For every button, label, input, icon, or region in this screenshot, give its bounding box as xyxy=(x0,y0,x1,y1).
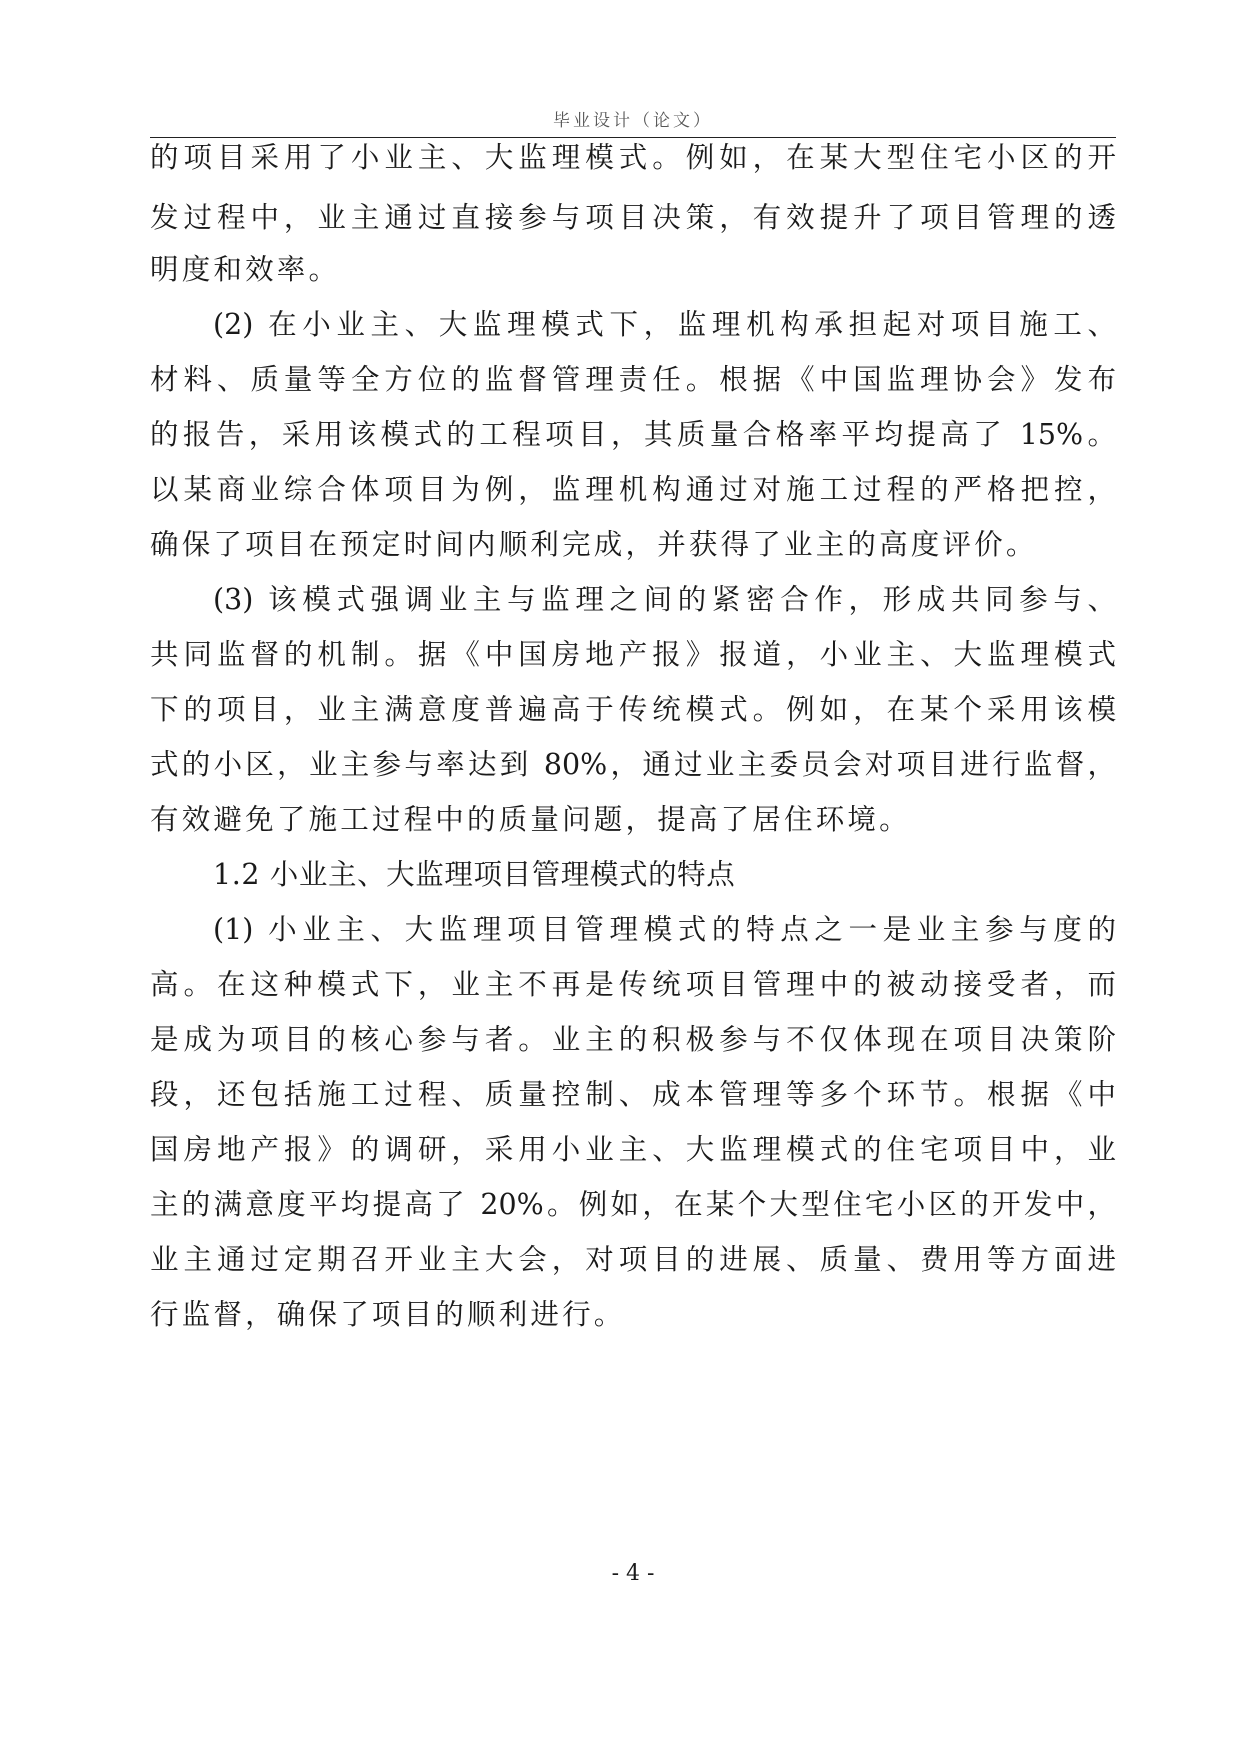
text-line: 的项目采用了小业主、大监理模式。例如，在某大型住宅小区的开 xyxy=(150,141,1116,174)
text-line: 式的小区，业主参与率达到 80%，通过业主委员会对项目进行监督， xyxy=(150,748,1116,781)
text-line: 高。在这种模式下，业主不再是传统项目管理中的被动接受者，而 xyxy=(150,968,1116,1001)
text-line: 段，还包括施工过程、质量控制、成本管理等多个环节。根据《中 xyxy=(150,1078,1116,1111)
text-line: 发过程中，业主通过直接参与项目决策，有效提升了项目管理的透 xyxy=(150,201,1116,234)
text-line: 明度和效率。 xyxy=(150,253,341,286)
text-line: 业主通过定期召开业主大会，对项目的进展、质量、费用等方面进 xyxy=(150,1243,1116,1276)
text-line: 共同监督的机制。据《中国房地产报》报道，小业主、大监理模式 xyxy=(150,638,1116,671)
text-line: 行监督，确保了项目的顺利进行。 xyxy=(150,1298,626,1331)
text-line: 以某商业综合体项目为例，监理机构通过对施工过程的严格把控， xyxy=(150,473,1116,506)
text-line: (2) 在小业主、大监理模式下，监理机构承担起对项目施工、 xyxy=(213,308,1116,341)
running-header: 毕业设计（论文） xyxy=(553,111,713,131)
text-line: 是成为项目的核心参与者。业主的积极参与不仅体现在项目决策阶 xyxy=(150,1023,1116,1056)
text-line: 有效避免了施工过程中的质量问题，提高了居住环境。 xyxy=(150,803,911,836)
text-line: (1) 小业主、大监理项目管理模式的特点之一是业主参与度的 xyxy=(213,913,1116,946)
text-line: 材料、质量等全方位的监督管理责任。根据《中国监理协会》发布 xyxy=(150,363,1116,396)
text-line: 的报告，采用该模式的工程项目，其质量合格率平均提高了 15%。 xyxy=(150,418,1116,451)
text-line: 国房地产报》的调研，采用小业主、大监理模式的住宅项目中，业 xyxy=(150,1133,1116,1166)
text-line: 主的满意度平均提高了 20%。例如，在某个大型住宅小区的开发中， xyxy=(150,1188,1116,1221)
text-line: 确保了项目在预定时间内顺利完成，并获得了业主的高度评价。 xyxy=(150,528,1038,561)
text-line: 下的项目，业主满意度普遍高于传统模式。例如，在某个采用该模 xyxy=(150,693,1116,726)
text-line: (3) 该模式强调业主与监理之间的紧密合作，形成共同参与、 xyxy=(213,583,1116,616)
page-number: - 4 - xyxy=(611,1561,655,1586)
section-heading: 1.2 小业主、大监理项目管理模式的特点 xyxy=(213,858,736,891)
